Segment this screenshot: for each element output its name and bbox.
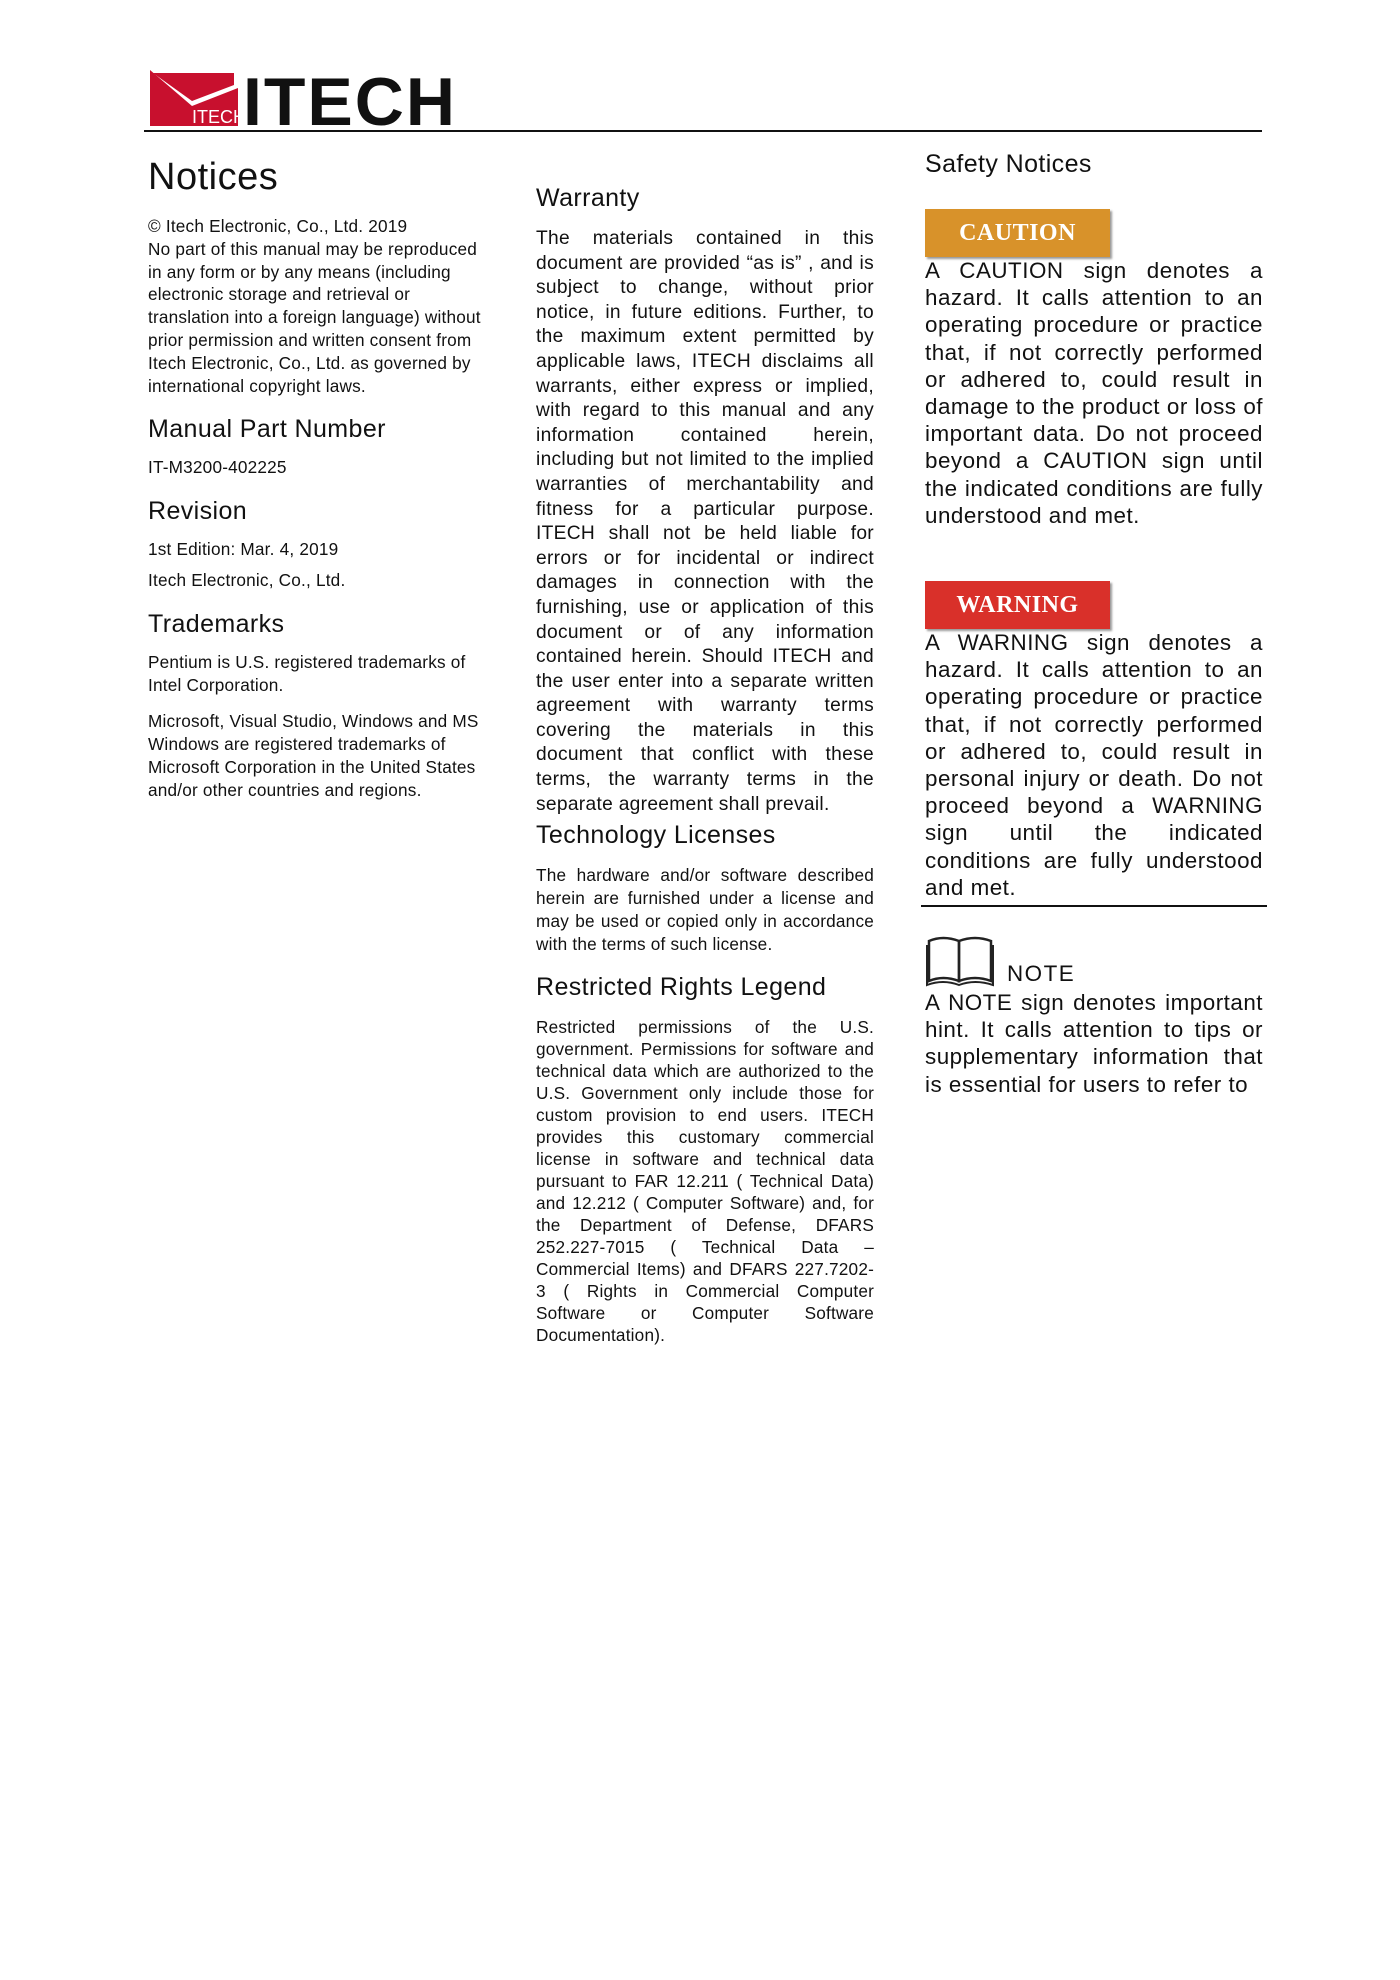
itech-logo [150,68,470,128]
note-text: A NOTE sign denotes important hint. It calls attention to tips or supplementary information that is essential for users to refer to [925,990,1263,1097]
part-number-value: IT-M3200-402225 [148,457,287,478]
revision-edition: 1st Edition: Mar. 4, 2019 [148,539,339,560]
revision-company: Itech Electronic, Co., Ltd. [148,569,346,590]
part-number-heading: Manual Part Number [148,415,386,444]
note-header [925,933,1263,987]
trademark-microsoft: Microsoft, Visual Studio, Windows and MS Windows are registered trademarks of Microsoft Corporation in the United States and/or other countries and regions. [148,711,479,800]
warranty-text: The materials contained in this document are provided “as is” , and is subject to change, without prior notice, in future editions. Further, to the maximum extent permitted by applicable laws, ITECH disclaims all warrants, either express or implied, with regard to this manual and any information contained herein, including but not limited to the implied warranties of merchantability and fitness for a particular purpose. ITECH shall not be held liable for errors or for incidental or indirect damages in connection with the furnishing, use or application of this document or of any information contained herein. Should ITECH and the user enter into a separate written agreement with warranty terms covering the materials in this document that conflict with these terms, the warranty terms in the separate agreement shall prevail. [536,228,874,815]
revision-heading: Revision [148,497,248,526]
caution-text: A CAUTION sign denotes a hazard. It calls attention to an operating procedure or practice that, if not correctly performed or adhered to, could result in damage to the product or loss of important data. Do not proceed beyond a CAUTION sign until the indicated conditions are fully understood and met. [925,258,1263,528]
warning-text: A WARNING sign denotes a hazard. It calls attention to an operating procedure or practice that, if not correctly performed or adhered to, could result in personal injury or death. Do not proceed beyond a WARNING sign until the indicated conditions are fully understood and met. [925,630,1263,900]
tech-licenses-heading: Technology Licenses [536,821,776,850]
logo-badge-text: ITECH [192,107,246,127]
copyright-line: © Itech Electronic, Co., Ltd. 2019 [148,216,408,236]
legal-column [536,184,874,1346]
trademarks-heading: Trademarks [148,609,285,638]
notices-column [148,150,484,802]
section-divider [921,905,1267,907]
tech-licenses-text: The hardware and/or software described herein are furnished under a license and may be used or copied only in accordance with the terms of such license. [536,865,874,954]
restricted-rights-text: Restricted permissions of the U.S. government. Permissions for software and technical data which are authorized to the U.S. Government only include those for custom provision to end users. ITECH provides this customary commercial license in software and technical data pursuant to FAR 12.211 ( Technical Data) and 12.212 ( Computer Software) and, for the Department of Defense, DFARS 252.227-7015 ( Technical Data – Commercial Items) and DFARS 227.7202-3 ( Rights in Commercial Computer Software or Computer Software Documentation). [536,1017,874,1346]
copyright-text: No part of this manual may be reproduced in any form or by any means (including electronic storage and retrieval or translation into a foreign language) without prior permission and written consent from Itech Electronic, Co., Ltd. as governed by international copyright laws. [148,238,481,396]
note-label: NOTE [1007,961,1076,987]
page-header [144,68,1262,132]
page-title: Notices [148,156,279,198]
restricted-rights-heading: Restricted Rights Legend [536,973,827,1002]
book-icon [925,933,995,987]
safety-heading: Safety Notices [925,150,1092,178]
caution-label: CAUTION [925,209,1110,257]
safety-column [925,150,1263,1098]
logo-wordmark: ITECH [243,68,457,128]
warning-label: WARNING [925,581,1110,629]
trademark-intel: Pentium is U.S. registered trademarks of Intel Corporation. [148,651,466,695]
warranty-heading: Warranty [536,184,640,212]
